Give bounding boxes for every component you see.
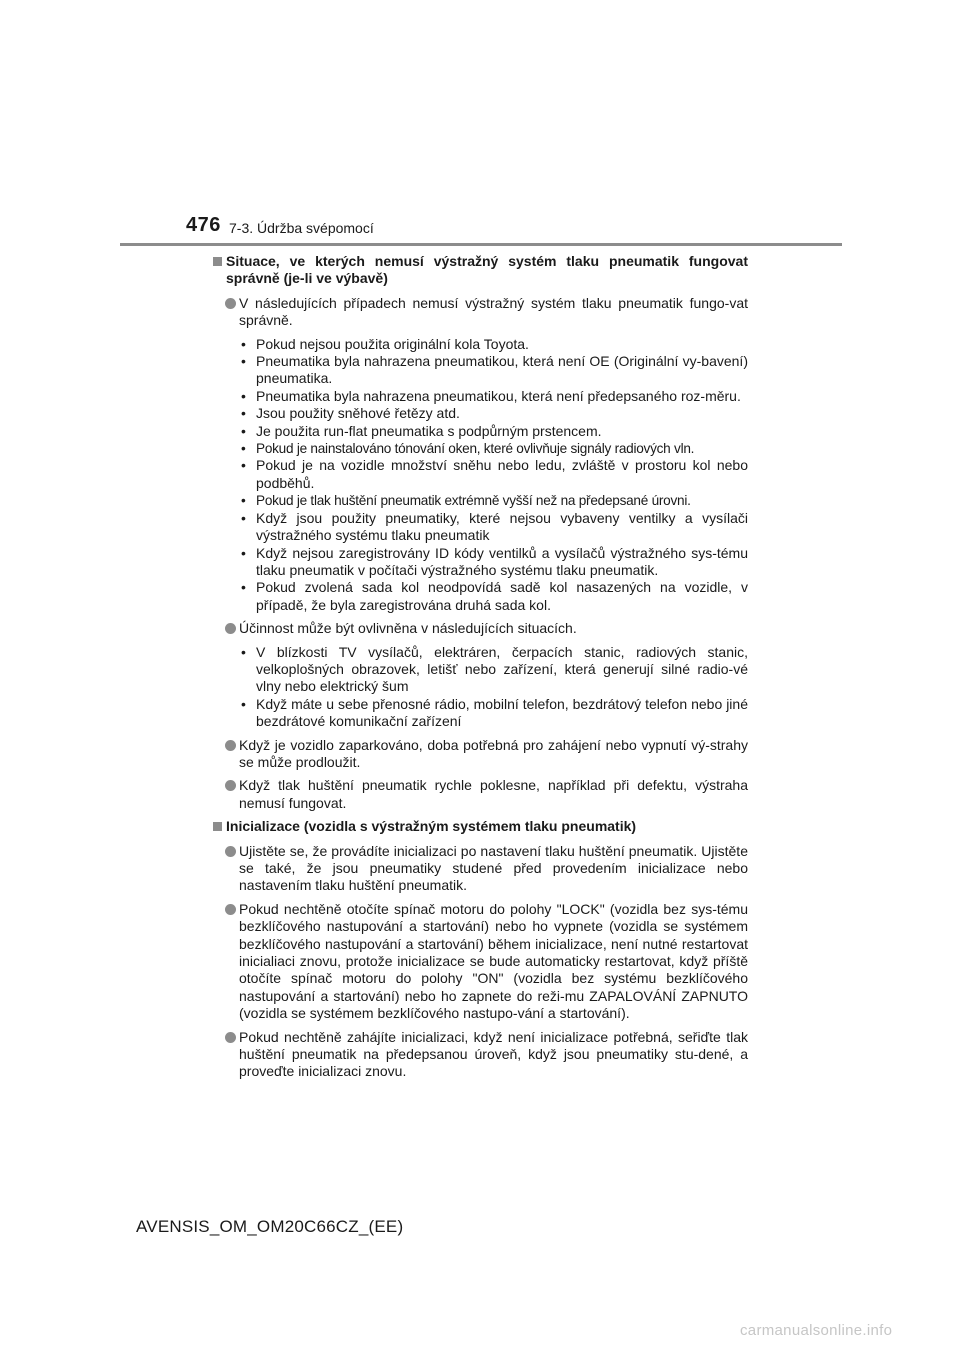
list-item (213, 644, 748, 696)
list-item (213, 545, 748, 580)
section-heading-initialization (213, 818, 748, 835)
point-text: V následujících případech nemusí výstražný systém tlaku pneumatik fungo-vat správně. (239, 294, 748, 329)
list-item (213, 457, 748, 492)
list-item-text: Pokud zvolená sada kol neodpovídá sadě kol nasazených na vozidle, v případě, že byla zaregistrována druhá sada kol. (256, 579, 748, 613)
point-item (213, 1029, 748, 1081)
dot-bullet-icon: • (241, 544, 246, 561)
list-item (213, 492, 748, 509)
section-heading-text: Situace, ve kterých nemusí výstražný systém tlaku pneumatik fungovat správně (je-li ve výbavě) (226, 253, 748, 287)
list-item-text: Pokud je nainstalováno tónování oken, které ovlivňuje signály radiových vln. (256, 441, 695, 457)
list-item-text: Pokud je tlak huštění pneumatik extrémně vyšší než na předepsané úrovni. (256, 493, 691, 509)
list-item-text: Když nejsou zaregistrovány ID kódy ventilků a vysílačů výstražného sys-tému tlaku pneumatik v počítači výstražného systému tlaku pneumatik. (256, 544, 748, 578)
dot-bullet-icon: • (241, 643, 246, 660)
dot-bullet-icon: • (241, 441, 246, 457)
point-item (213, 843, 748, 895)
list-item (213, 353, 748, 388)
point-text: Ujistěte se, že provádíte inicializaci po nastavení tlaku huštění pneumatik. Ujistěte se také, že jsou pneumatiky studené před provedením inicializace nebo nastavením tlaku huštění pneumatik. (239, 842, 748, 894)
point-text: Když tlak huštění pneumatik rychle poklesne, například při defektu, výstraha nemusí fungovat. (239, 777, 748, 811)
point-text: Pokud nechtěně otočíte spínač motoru do polohy "LOCK" (vozidla bez sys-tému bezklíčového nastupování a startování) nebo ho vypnete (vozidla se systémem bezklíčového nastupování a startování) během inicializace, není nutné restartovat inicialiaci znovu, protože inicializace se bude automaticky restartovat, když příště otočíte spínač motoru do polohy "ON" (vozidla bez systému bezklíčového nastupování a startování) nebo ho zapnete do reži-mu ZAPALOVÁNÍ ZAPNUTO (vozidla se systémem bezklíčového nastupo-vání a startování). (239, 900, 748, 1022)
list-item (213, 388, 748, 405)
page-content (213, 253, 748, 1087)
list-item (213, 440, 748, 457)
section-heading-tpws-situations (213, 253, 748, 288)
dot-bullet-icon: • (241, 422, 246, 439)
circle-bullet-icon (225, 623, 236, 634)
list-item-text: Je použita run-flat pneumatika s podpůrným prstencem. (256, 422, 602, 439)
watermark: carmanualsonline.info (740, 1322, 893, 1339)
circle-bullet-icon (225, 740, 236, 751)
dot-bullet-icon: • (241, 493, 246, 509)
list-item (213, 579, 748, 614)
list-item-text: Když jsou použity pneumatiky, které nejsou vybaveny ventilky a vysílači výstražného systému tlaku pneumatik (256, 509, 748, 544)
point-item (213, 737, 748, 772)
point-text: Pokud nechtěně zahájíte inicializaci, když není inicializace potřebná, seřiďte tlak huštění pneumatik na předepsanou úroveň, když jsou pneumatiky stu-dené, a proveďte inicializaci znovu. (239, 1028, 748, 1080)
dot-bullet-icon: • (241, 579, 246, 596)
dot-bullet-icon: • (241, 695, 246, 712)
circle-bullet-icon (225, 780, 236, 791)
list-item-text: Když máte u sebe přenosné rádio, mobilní telefon, bezdrátový telefon nebo jiné bezdrátové komunikační zařízení (256, 695, 748, 730)
point-item (213, 620, 748, 637)
section-title: 7-3. Údržba svépomocí (229, 220, 374, 236)
bullet-list (213, 336, 748, 615)
list-item-text: V blízkosti TV vysílačů, elektráren, čerpacích stanic, radiových stanic, velkoplošných obrazovek, letišť nebo zařízení, která generují silné radio-vé vlny nebo elektrický šum (256, 643, 748, 695)
list-item (213, 510, 748, 545)
list-item-text: Pokud nejsou použita originální kola Toyota. (256, 335, 529, 352)
circle-bullet-icon (225, 298, 236, 309)
circle-bullet-icon (225, 1032, 236, 1043)
list-item-text: Pneumatika byla nahrazena pneumatikou, která není předepsaného roz-měru. (256, 387, 741, 404)
square-bullet-icon (213, 257, 222, 266)
document-code: AVENSIS_OM_OM20C66CZ_(EE) (136, 1217, 404, 1236)
dot-bullet-icon: • (241, 405, 246, 422)
list-item (213, 696, 748, 731)
bullet-list (213, 644, 748, 731)
header-rule (120, 243, 842, 246)
circle-bullet-icon (225, 904, 236, 915)
circle-bullet-icon (225, 846, 236, 857)
point-item (213, 295, 748, 330)
point-item (213, 777, 748, 812)
list-item (213, 336, 748, 353)
point-item (213, 901, 748, 1023)
list-item (213, 423, 748, 440)
dot-bullet-icon: • (241, 335, 246, 352)
dot-bullet-icon: • (241, 387, 246, 404)
list-item (213, 405, 748, 422)
section-heading-text: Inicializace (vozidla s výstražným systémem tlaku pneumatik) (226, 818, 637, 835)
page-number: 476 (186, 214, 221, 236)
point-text: Když je vozidlo zaparkováno, doba potřebná pro zahájení nebo vypnutí vý-strahy se může prodloužit. (239, 736, 748, 770)
dot-bullet-icon: • (241, 353, 246, 370)
dot-bullet-icon: • (241, 457, 246, 474)
list-item-text: Pokud je na vozidle množství sněhu nebo ledu, zvláště v prostoru kol nebo podběhů. (256, 457, 748, 491)
square-bullet-icon (213, 822, 222, 831)
dot-bullet-icon: • (241, 509, 246, 526)
point-text: Účinnost může být ovlivněna v následujících situacích. (239, 620, 577, 637)
list-item-text: Jsou použity sněhové řetězy atd. (256, 405, 460, 422)
list-item-text: Pneumatika byla nahrazena pneumatikou, která není OE (Originální vy-bavení) pneumatika. (256, 353, 748, 387)
